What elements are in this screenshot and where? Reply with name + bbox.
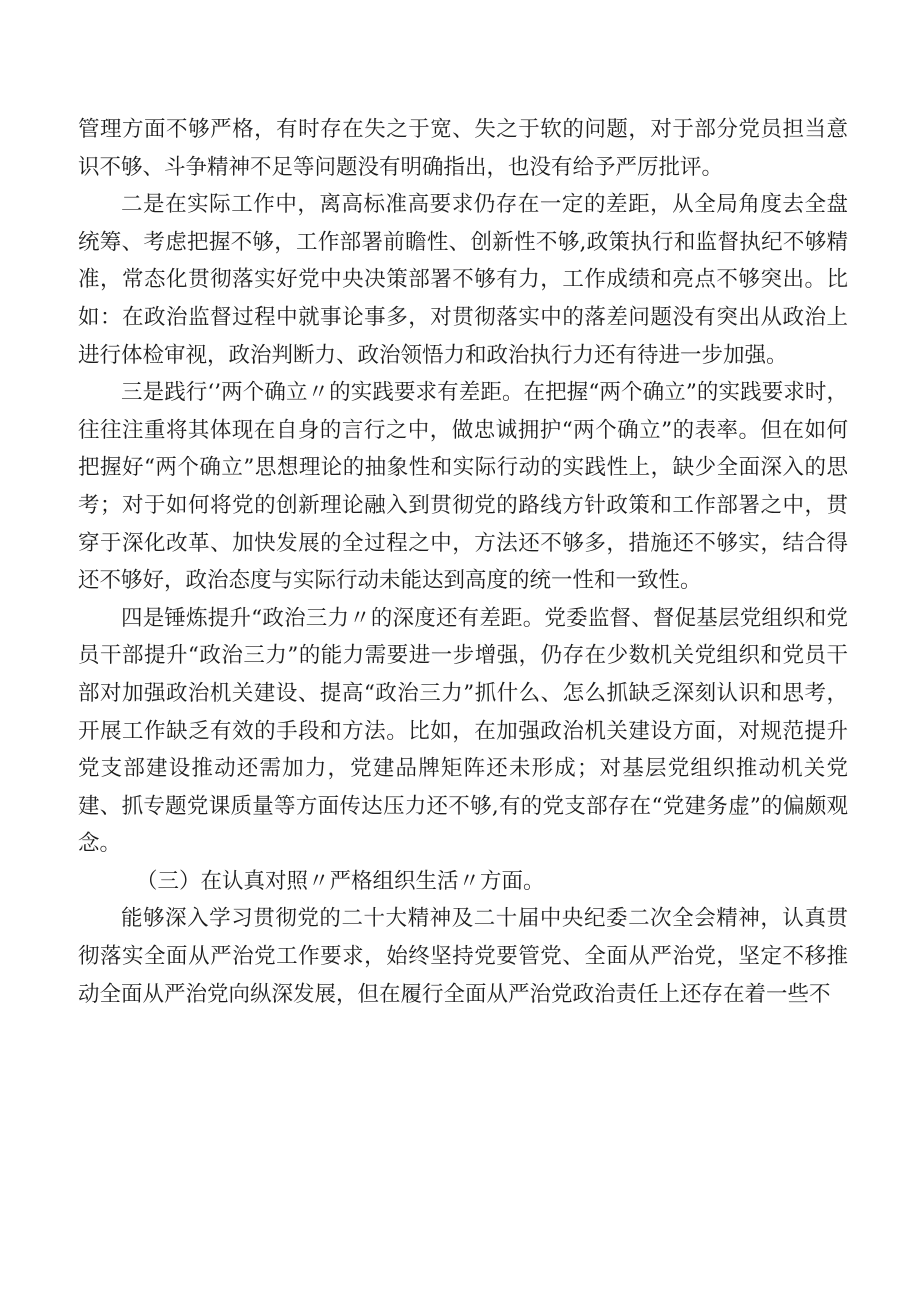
paragraph-item-two: 二是在实际工作中，离高标准高要求仍存在一定的差距，从全局角度去全盘统筹、考虑把握不够，工作部署前瞻性、创新性不够,政策执行和监督执纪不够精准，常态化贯彻落实好党中央决策部署不够有力，工作成绩和亮点不够突出。比如：在政治监督过程中就事论事多，对贯彻落实中的落差问题没有突出从政治上进行体检审视，政治判断力、政治领悟力和政治执行力还有待进一步加强。 (78, 192, 848, 368)
section-heading: （三）在认真对照〃严格组织生活〃方面。 (136, 868, 545, 894)
paragraph-continuation: 管理方面不够严格，有时存在失之于宽、失之于软的问题，对于部分党员担当意识不够、斗争精神不足等问题没有明确指出，也没有给予严厉批评。 (78, 117, 848, 180)
paragraph-item-four: 四是锤炼提升“政治三力〃的深度还有差距。党委监督、督促基层党组织和党员干部提升“政治三力”的能力需要进一步增强，仍存在少数机关党组织和党员干部对加强政治机关建设、提高“政治三力”抓什么、怎么抓缺乏深刻认识和思考，开展工作缺乏有效的手段和方法。比如，在加强政治机关建设方面，对规范提升党支部建设推动还需加力，党建品牌矩阵还未形成；对基层党组织推动机关党建、抓专题党课质量等方面传达压力还不够,有的党支部存在“党建务虚”的偏颇观念。 (78, 605, 848, 857)
paragraph-item-three: 三是践行‘’两个确立〃的实践要求有差距。在把握“两个确立”的实践要求时，往往注重将其体现在自身的言行之中，做忠诚拥护“两个确立”的表率。但在如何把握好“两个确立”思想理论的抽象性和实际行动的实践性上，缺少全面深入的思考；对于如何将党的创新理论融入到贯彻党的路线方针政策和工作部署之中，贯穿于深化改革、加快发展的全过程之中，方法还不够多，措施还不够实，结合得还不够好，政治态度与实际行动未能达到高度的统一性和一致性。 (78, 380, 848, 594)
document-body (78, 111, 848, 1013)
paragraph-section-body: 能够深入学习贯彻党的二十大精神及二十届中央纪委二次全会精神，认真贯彻落实全面从严治党工作要求，始终坚持党要管党、全面从严治党，坚定不移推动全面从严治党向纵深发展，但在履行全面从严治党政治责任上还存在着一些不 (78, 906, 848, 1007)
